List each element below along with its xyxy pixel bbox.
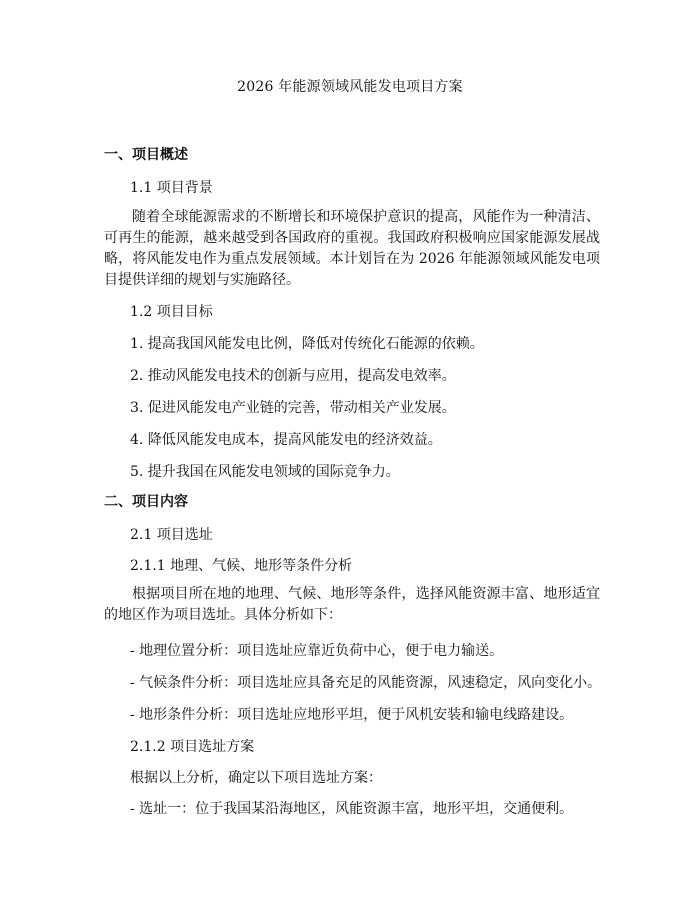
list-item: 1. 提高我国风能发电比例，降低对传统化石能源的依赖。: [130, 336, 484, 352]
paragraph-plan-intro: 根据以上分析，确定以下项目选址方案：: [130, 770, 382, 786]
list-item: - 选址一：位于我国某沿海地区，风能资源丰富，地形平坦，交通便利。: [130, 801, 574, 817]
subheading-goals: 1.2 项目目标: [130, 304, 213, 320]
section-heading-content: 二、项目内容: [104, 494, 188, 510]
list-item: 2. 推动风能发电技术的创新与应用，提高发电效率。: [130, 368, 456, 384]
list-item: 5. 提升我国在风能发电领域的国际竞争力。: [130, 464, 400, 480]
subheading-site-plan: 2.1.2 项目选址方案: [130, 739, 255, 755]
document-title: 2026 年能源领域风能发电项目方案: [237, 79, 463, 95]
subheading-background: 1.1 项目背景: [130, 180, 213, 196]
subheading-site-selection: 2.1 项目选址: [130, 527, 213, 543]
list-item: - 地形条件分析：项目选址应地形平坦，便于风机安装和输电线路建设。: [130, 707, 574, 723]
list-item: - 地理位置分析：项目选址应靠近负荷中心，便于电力输送。: [130, 643, 504, 659]
list-item: 3. 促进风能发电产业链的完善，带动相关产业发展。: [130, 400, 456, 416]
list-item: 4. 降低风能发电成本，提高风能发电的经济效益。: [130, 432, 442, 448]
subheading-condition-analysis: 2.1.1 地理、气候、地形等条件分析: [130, 558, 353, 574]
list-item: - 气候条件分析：项目选址应具备充足的风能资源，风速稳定，风向变化小。: [130, 675, 602, 691]
section-heading-overview: 一、项目概述: [104, 147, 188, 163]
paragraph-analysis: 根据项目所在地的地理、气候、地形等条件，选择风能资源丰富、地形适宜的地区作为项目选址。具体分析如下：: [104, 586, 600, 623]
paragraph-background: 随着全球能源需求的不断增长和环境保护意识的提高，风能作为一种清洁、可再生的能源，越来越受到各国政府的重视。我国政府积极响应国家能源发展战略，将风能发电作为重点发展领域。本计划旨在为 2026 年能源领域风能发电项目提供详细的规划与实施路径。: [104, 209, 600, 288]
